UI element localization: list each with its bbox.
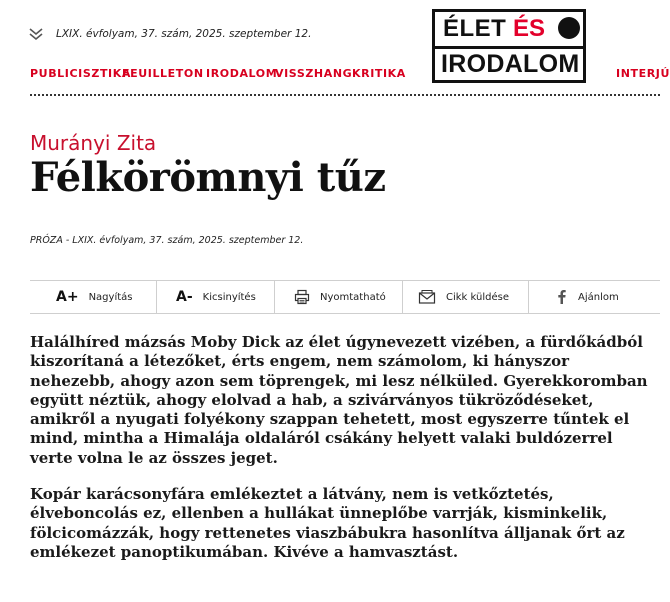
shrink-button[interactable] [176, 281, 256, 313]
logo-word-es: ÉS [513, 15, 546, 42]
facebook-icon [556, 289, 568, 305]
recommend-button[interactable] [556, 281, 619, 313]
send-label: Cikk küldése [446, 291, 509, 303]
nav-item-interju[interactable]: INTERJÚ [616, 67, 670, 80]
issue-date: LXIX. évfolyam, 37. szám, 2025. szeptember 12. [56, 28, 312, 40]
article-paragraph: Kopár karácsonyfára emlékeztet a látvány, nem is vetkőztetés, élveboncolás ez, ellenben a hullákat ünneplőbe varrják, kisminkelik, fölcicomázzák, hogy rettenetes viaszbábukra hasonlítva álljanak őrt az emlékezet panoptikumában. Kivéve a hamvasztást. [30, 485, 625, 561]
article-meta: PRÓZA - LXIX. évfolyam, 37. szám, 2025. szeptember 12. [30, 235, 304, 246]
site-logo[interactable] [432, 9, 586, 83]
article-toolbar [30, 280, 660, 314]
nav-item-publicisztika[interactable]: PUBLICISZTIKA [30, 67, 131, 80]
print-button[interactable] [294, 281, 386, 313]
printer-icon [294, 289, 310, 305]
article-author[interactable]: Murányi Zita [30, 131, 157, 155]
nav-item-kritika[interactable]: KRITIKA [352, 67, 406, 80]
logo-word-elet: ÉLET [443, 15, 507, 42]
article-paragraph: Halálhíred mázsás Moby Dick az élet úgynevezett vizében, a fürdőkádból kiszorítaná a létezőket, érts engem, nem számolom, ki hányszor nehezebb, ahogy azon sem töprengek, mi lesz nélküled. Gyerekkoromban együtt néztük, ahogy elolvad a hab, a szivárványos tükröződéseket, amikről a nyugati folyékony szappan tehetett, most egyszerre tűntek el mind, mintha a Himalája oldaláról csákány helyett valaki buldózerrel verte volna le az összes jeget. [30, 333, 648, 467]
chevron-double-down-icon[interactable] [28, 26, 44, 42]
send-article-button[interactable] [418, 281, 509, 313]
site-header [0, 0, 670, 100]
nav-item-irodalom[interactable]: IRODALOM [206, 67, 278, 80]
enlarge-label: Nagyítás [88, 291, 133, 303]
shrink-label: Kicsinyítés [202, 291, 256, 303]
recommend-label: Ajánlom [578, 291, 619, 303]
enlarge-button[interactable] [56, 281, 133, 313]
article-body [30, 333, 655, 579]
nav-item-visszhang[interactable]: VISSZHANG [275, 67, 353, 80]
article-title: Félkörömnyi tűz [30, 154, 386, 201]
font-increase-icon: A+ [56, 289, 79, 305]
font-decrease-icon: A- [176, 289, 193, 305]
logo-dot [558, 17, 580, 39]
nav-item-feuilleton[interactable]: FEUILLETON [122, 67, 204, 80]
mail-icon [418, 289, 436, 305]
logo-word-irodalom: IRODALOM [441, 50, 580, 78]
print-label: Nyomtatható [320, 291, 386, 303]
header-divider [30, 94, 660, 96]
